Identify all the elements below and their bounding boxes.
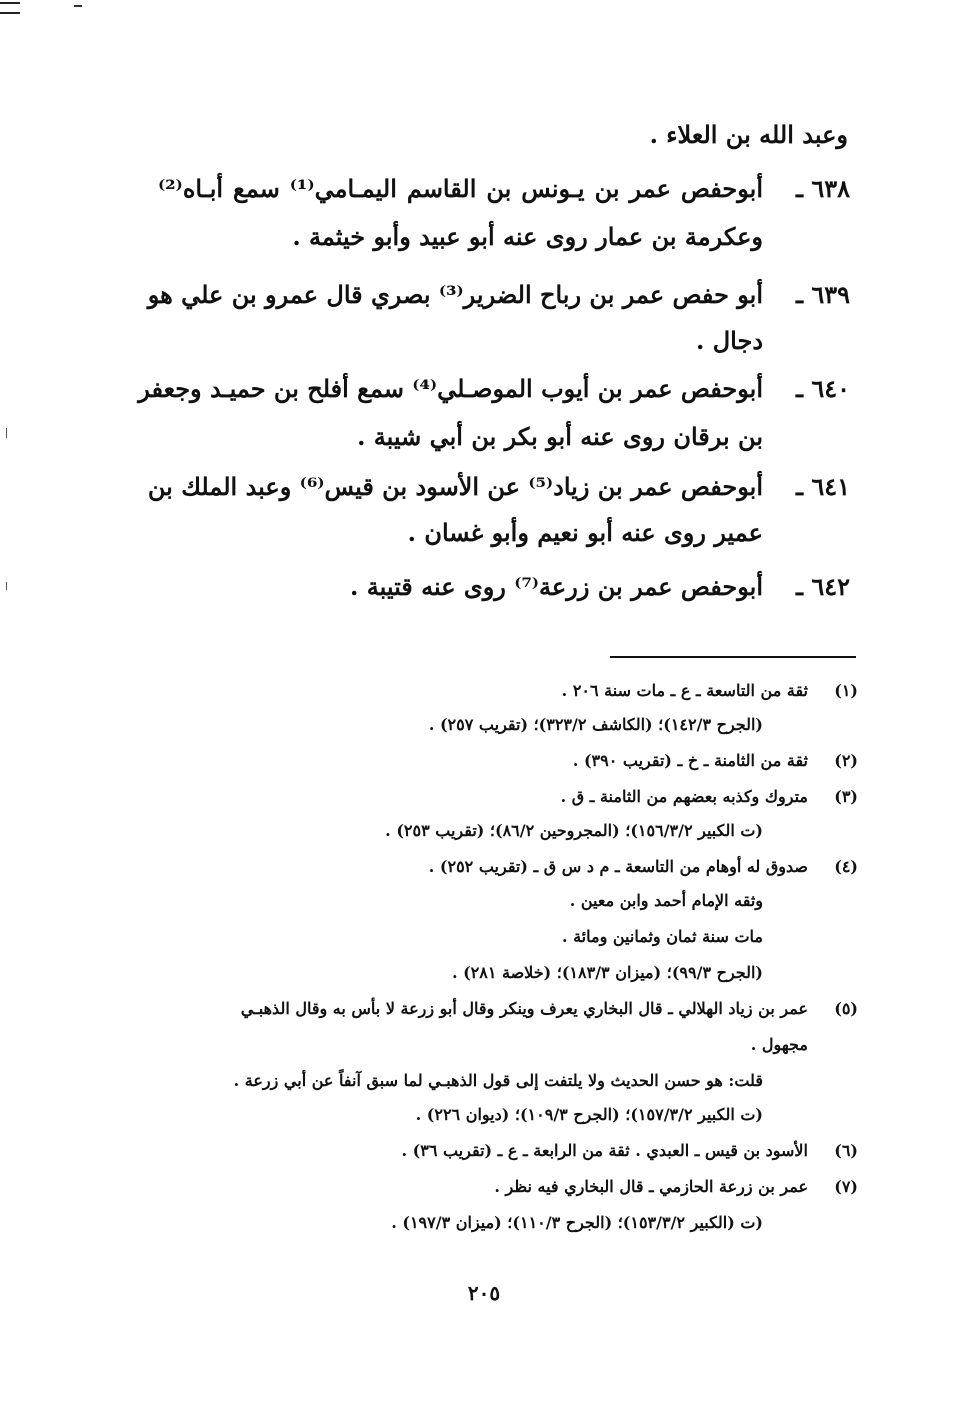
entry-number: ٦٣٩ ـ <box>795 280 850 309</box>
footnote-line: صدوق له أوهام من التاسعة ـ م د س ق ـ (تقريب ٢٥٢) . <box>428 857 808 876</box>
margin-mark <box>0 2 20 14</box>
entry-line: عمير روى عنه أبو نعيم وأبو غسان . <box>407 518 763 547</box>
footnote-line: (الجرح ١٤٢/٣)؛ (الكاشف ٣٢٣/٢)؛ (تقريب ٢٥٧) . <box>428 715 763 734</box>
margin-tick <box>6 428 7 438</box>
lead-line: وعبد الله بن العلاء . <box>649 120 848 149</box>
footnote-number: (١) <box>834 681 858 700</box>
page-number: ٢٠٥ <box>467 1281 501 1305</box>
footnote-separator <box>610 656 856 658</box>
footnote-line: مجهول . <box>750 1035 808 1054</box>
entry-number: ٦٤٠ ـ <box>795 374 850 403</box>
margin-tick <box>6 582 7 590</box>
entry-line: أبوحفص عمر بن يـونس بن القاسم اليمـامي⁽¹⁾ سمع أبـاه⁽²⁾ <box>158 174 764 203</box>
footnote-line: عمر بن زرعة الحازمي ـ قال البخاري فيه نظر . <box>494 1177 808 1196</box>
footnote-line: (ت الكبير ١٥٧/٣/٢)؛ (الجرح ١٠٩/٣)؛ (ديوان ٢٢٦) . <box>415 1105 763 1124</box>
footnote-line: قلت: هو حسن الحديث ولا يلتفت إلى قول الذهبـي لما سبق آنفاً عن أبي زرعة . <box>233 1071 763 1090</box>
footnote-line: (ت الكبير ١٥٦/٣/٢)؛ (المجروحين ٨٦/٢)؛ (تقريب ٢٥٣) . <box>385 821 763 840</box>
footnote-number: (٢) <box>834 751 858 770</box>
entry-line: وعكرمة بن عمار روى عنه أبو عبيد وأبو خيثمة . <box>292 222 763 251</box>
footnote-line: عمر بن زياد الهلالي ـ قال البخاري يعرف وينكر وقال أبو زرعة لا بأس به وقال الذهبـي <box>240 999 808 1018</box>
footnote-line: متروك وكذبه بعضهم من الثامنة ـ ق . <box>560 787 808 806</box>
footnote-number: (٥) <box>834 999 858 1018</box>
footnote-line: ثقة من التاسعة ـ ع ـ مات سنة ٢٠٦ . <box>561 681 808 700</box>
entry-line: دجال . <box>696 326 763 355</box>
entry-line: أبوحفص عمر بن أيوب الموصـلي⁽⁴⁾ سمع أفلح بن حميـد وجعفر <box>138 374 763 403</box>
footnote-line: وثقه الإمام أحمد وابن معين . <box>569 891 763 910</box>
entry-line: أبوحفص عمر بن زرعة⁽⁷⁾ روى عنه قتيبة . <box>350 572 763 601</box>
footnote-number: (٣) <box>834 787 858 806</box>
entry-number: ٦٤٢ ـ <box>795 572 850 601</box>
margin-dash <box>74 5 82 7</box>
entry-number: ٦٣٨ ـ <box>795 174 850 203</box>
footnote-line: (الجرح ٩٩/٣)؛ (ميزان ١٨٣/٣)؛ (خلاصة ٢٨١) . <box>451 963 763 982</box>
entry-line: بن برقان روى عنه أبو بكر بن أبي شيبة . <box>357 422 763 451</box>
footnote-line: ثقة من الثامنة ـ خ ـ (تقريب ٣٩٠) . <box>572 751 808 770</box>
entry-number: ٦٤١ ـ <box>795 472 850 501</box>
footnote-line: (ت (الكبير ١٥٣/٣/٢)؛ (الجرح ١١٠/٣)؛ (ميزان ١٩٧/٣) . <box>391 1213 763 1232</box>
footnote-number: (٧) <box>834 1177 858 1196</box>
footnote-line: مات سنة ثمان وثمانين ومائة . <box>561 927 763 946</box>
footnote-number: (٤) <box>834 857 858 876</box>
footnote-number: (٦) <box>834 1141 858 1160</box>
entry-line: أبوحفص عمر بن زياد⁽⁵⁾ عن الأسود بن قيس⁽⁶⁾ وعبد الملك بن <box>147 472 763 501</box>
entry-line: أبو حفص عمر بن رباح الضرير⁽³⁾ بصري قال عمرو بن علي هو <box>147 280 763 309</box>
footnote-line: الأسود بن قيس ـ العبدي . ثقة من الرابعة ـ ع ـ (تقريب ٣٦) . <box>401 1141 808 1160</box>
